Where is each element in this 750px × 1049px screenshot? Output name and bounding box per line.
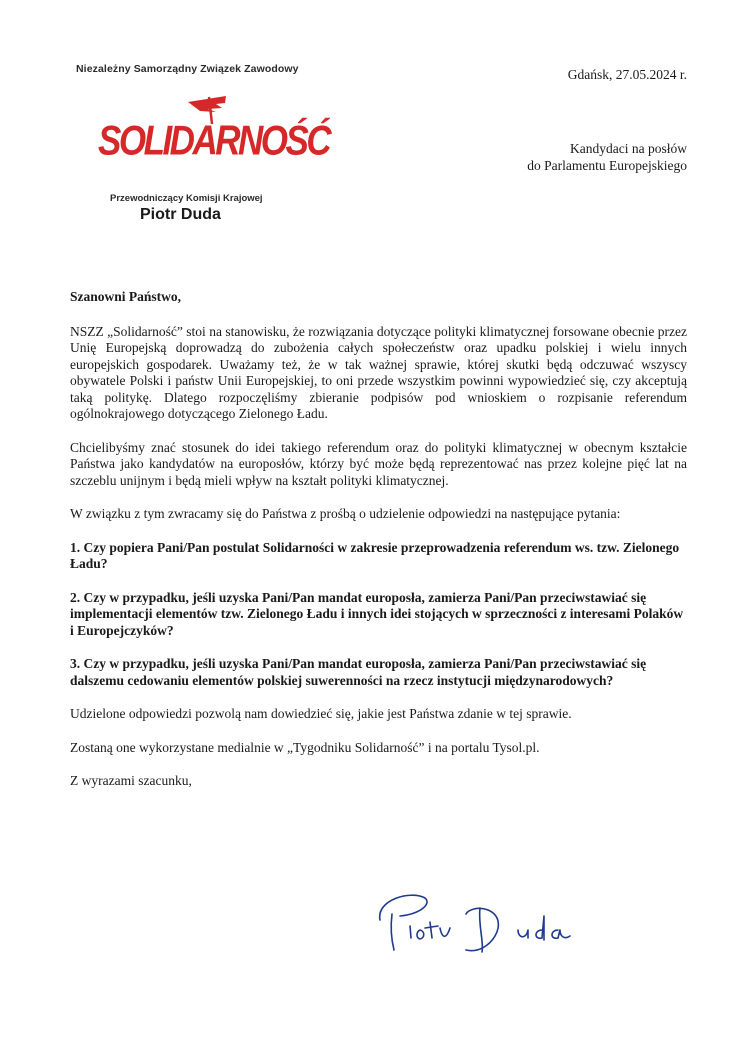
letter-body (70, 289, 687, 790)
recipient-line: Kandydaci na posłów (570, 141, 687, 156)
solidarnosc-logo (98, 94, 330, 174)
place-date: Gdańsk, 27.05.2024 r. (567, 67, 687, 82)
handwritten-signature (370, 880, 600, 960)
paragraph: Zostaną one wykorzystane medialnie w „Tygodniku Solidarność” i na portalu Tysol.pl. (70, 739, 540, 755)
recipient-block (527, 140, 687, 174)
closing: Z wyrazami szacunku, (70, 773, 192, 788)
question: 3. Czy w przypadku, jeśli uzyska Pani/Pan mandat europosła, zamierza Pani/Pan przeciwstawiać się dalszemu cedowaniu elementów polskiej suwerenności na rzecz instytucji międzynarodowych? (70, 656, 647, 688)
question: 2. Czy w przypadku, jeśli uzyska Pani/Pan mandat europosła, zamierza Pani/Pan przeciwstawiać się implementacji elementów tzw. Zielonego Ładu i innych idei stojących w sprzeczności z interesami Polaków i Europejczyków? (70, 589, 684, 638)
salutation: Szanowni Państwo, (70, 289, 182, 304)
org-name: Niezależny Samorządny Związek Zawodowy (76, 63, 299, 75)
paragraph: NSZZ „Solidarność” stoi na stanowisku, że rozwiązania dotyczące polityki klimatycznej forsowane obecnie przez Unię Europejską doprowadzą do zubożenia całych społeczeństw oraz upadku polskiej i wielu innych europejskich gospodarek. Uważamy też, że w tak ważnej sprawie, której skutki będą odczuwać wszyscy obywatele Polski i państw Unii Europejskiej, to oni przede wszystkim powinni wypowiedzieć się, czy akceptują taką politykę. Dlatego rozpoczęliśmy zbieranie podpisów pod wnioskiem o rozpisanie referendum ogólnokrajowego dotyczącego Zielonego Ładu. (70, 323, 687, 421)
question: 1. Czy popiera Pani/Pan postulat Solidarności w zakresie przeprowadzenia referendum ws. tzw. Zielonego Ładu? (70, 539, 680, 571)
chair-title: Przewodniczący Komisji Krajowej (110, 193, 263, 204)
paragraph: Udzielone odpowiedzi pozwolą nam dowiedzieć się, jakie jest Państwa zdanie w tej sprawie. (70, 706, 572, 721)
recipient-line: do Parlamentu Europejskiego (527, 158, 687, 173)
chair-name: Piotr Duda (140, 206, 221, 223)
logo-wordmark: SOLIDARNOŚĆ (98, 118, 330, 165)
paragraph: Chcielibyśmy znać stosunek do idei takiego referendum oraz do polityki klimatycznej w obecnym kształcie Państwa jako kandydatów na europosłów, którzy być może będą reprezentować nas przez kolejne pięć lat na szczeblu unijnym i będą mieli wpływ na kształt polityki klimatycznej. (70, 439, 687, 488)
paragraph: W związku z tym zwracamy się do Państwa z prośbą o udzielenie odpowiedzi na następujące pytania: (70, 506, 621, 521)
